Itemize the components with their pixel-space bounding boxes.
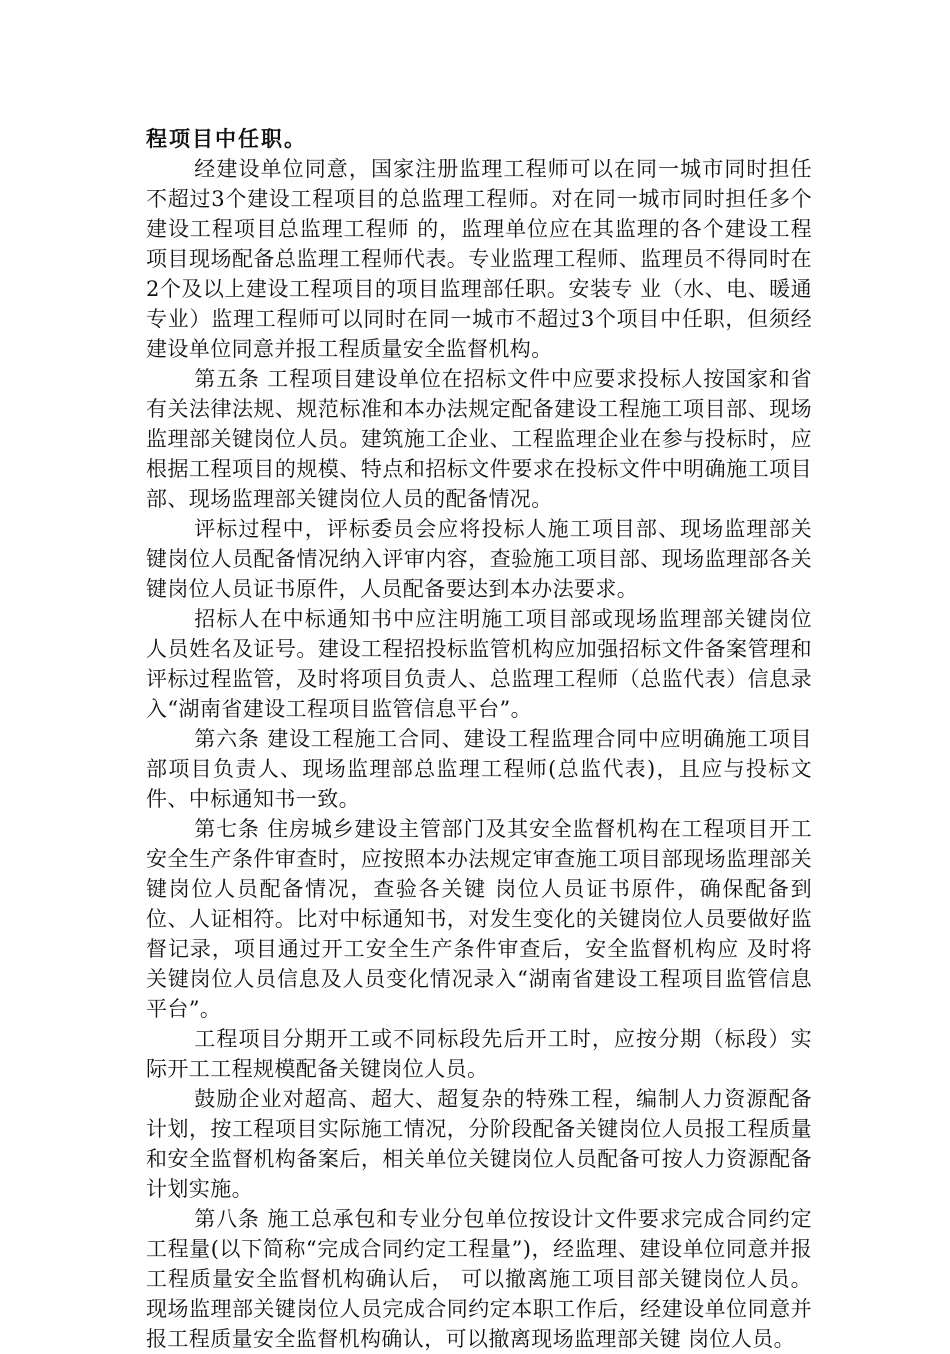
paragraph-article-8: 第八条 施工总承包和专业分包单位按设计文件要求完成合同约定工程量(以下简称“完成合同约定工程量”)，经监理、建设单位同意并报工程质量安全监督机构确认后， 可以撤离施工项目部关键岗位人员。现场监理部关键岗位人员完成合同约定本职工作后，经建设单位同意并报工程质量安全监督机构确认，可以撤离现场监理部关键 岗位人员。 [146, 1207, 812, 1351]
paragraph-article-5: 第五条 工程项目建设单位在招标文件中应要求投标人按国家和省有关法律法规、规范标准和本办法规定配备建设工程施工项目部、现场监理部关键岗位人员。建筑施工企业、工程监理企业在参与投标时，应根据工程项目的规模、特点和招标文件要求在投标文件中明确施工项目部、现场监理部关键岗位人员的配备情况。 [146, 367, 812, 511]
paragraph-article-6: 第六条 建设工程施工合同、建设工程监理合同中应明确施工项目部项目负责人、现场监理部总监理工程师(总监代表)，且应与投标文件、中标通知书一致。 [146, 727, 812, 811]
paragraph-supervising-engineer-rules: 经建设单位同意，国家注册监理工程师可以在同一城市同时担任不超过3个建设工程项目的总监理工程师。对在同一城市同时担任多个建设工程项目总监理工程师 的，监理单位应在其监理的各个建设工程项目现场配备总监理工程师代表。专业监理工程师、监理员不得同时在2个及以上建设工程项目的项目监理部任职。安装专 业（水、电、暖通专业）监理工程师可以同时在同一城市不超过3个项目中任职，但须经建设单位同意并报工程质量安全监督机构。 [146, 157, 812, 361]
document-heading: 程项目中任职。 [146, 127, 307, 151]
paragraph-phased-construction: 工程项目分期开工或不同标段先后开工时，应按分期（标段）实际开工工程规模配备关键岗位人员。 [146, 1027, 812, 1081]
paragraph-article-7: 第七条 住房城乡建设主管部门及其安全监督机构在工程项目开工安全生产条件审查时，应按照本办法规定审查施工项目部现场监理部关键岗位人员配备情况，查验各关键 岗位人员证书原件，确保配备到位、人证相符。比对中标通知书，对发生变化的关键岗位人员要做好监督记录，项目通过开工安全生产条件审查后，安全监督机构应 及时将关键岗位人员信息及人员变化情况录入“湖南省建设工程项目监管信息平台”。 [146, 817, 812, 1021]
paragraph-tenderer-notice: 招标人在中标通知书中应注明施工项目部或现场监理部关键岗位人员姓名及证号。建设工程招投标监管机构应加强招标文件备案管理和评标过程监管，及时将项目负责人、总监理工程师（总监代表）信息录入“湖南省建设工程项目监管信息平台”。 [146, 607, 812, 721]
paragraph-special-projects: 鼓励企业对超高、超大、超复杂的特殊工程，编制人力资源配备计划，按工程项目实际施工情况，分阶段配备关键岗位人员报工程质量和安全监督机构备案后，相关单位关键岗位人员配备可按人力资源配备计划实施。 [146, 1087, 812, 1201]
document-page [146, 124, 812, 1354]
paragraph-bid-evaluation: 评标过程中，评标委员会应将投标人施工项目部、现场监理部关键岗位人员配备情况纳入评审内容，查验施工项目部、现场监理部各关键岗位人员证书原件，人员配备要达到本办法要求。 [146, 517, 812, 601]
